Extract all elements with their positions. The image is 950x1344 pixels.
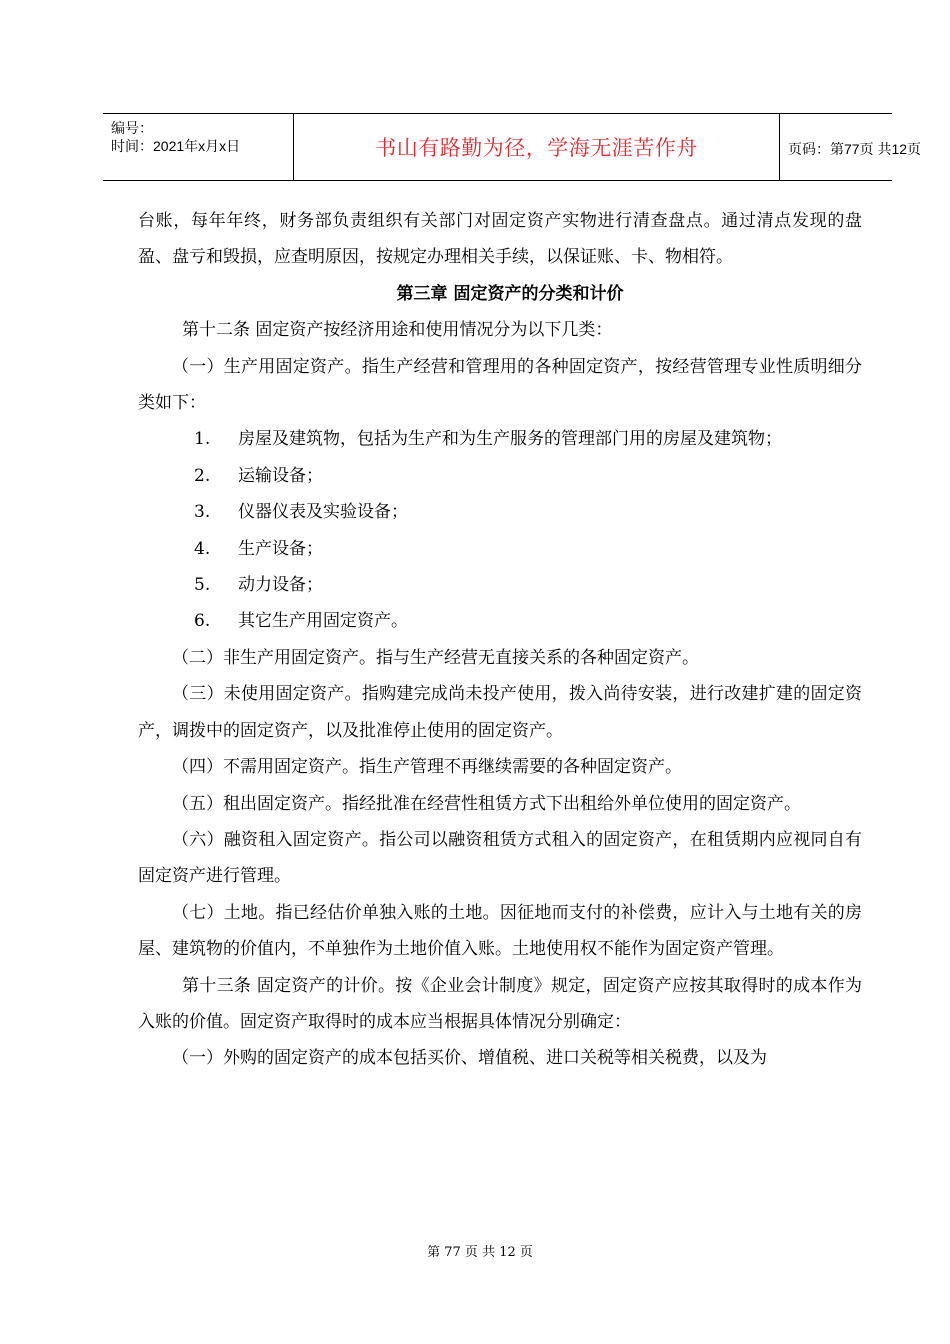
document-number-label: 编号： <box>111 120 153 136</box>
paragraph-continuation: 台账，每年年终，财务部负责组织有关部门对固定资产实物进行清查盘点。通过清点发现的盘盈、盘亏和毁损，应查明原因，按规定办理相关手续，以保证账、卡、物相符。 <box>138 211 862 268</box>
category-3: （三）未使用固定资产。指购建完成尚未投产使用，拨入尚待安装，进行改建扩建的固定资产，调拨中的固定资产，以及批准停止使用的固定资产。 <box>138 684 862 741</box>
list-item-number: 2. <box>194 465 211 486</box>
list-item-text: 生产设备； <box>238 538 323 559</box>
article-13: 第十三条 固定资产的计价。按《企业会计制度》规定，固定资产应按其取得时的成本作为入账的价值。固定资产取得时的成本应当根据具体情况分别确定： <box>138 975 862 1032</box>
list-item-text: 动力设备； <box>238 575 323 596</box>
category-4: （四）不需用固定资产。指生产管理不再继续需要的各种固定资产。 <box>172 757 682 778</box>
valuation-item-1: （一）外购的固定资产的成本包括买价、增值税、进口关税等相关税费，以及为 <box>172 1048 767 1069</box>
list-item <box>138 494 862 530</box>
category-6: （六）融资租入固定资产。指公司以融资租赁方式租入的固定资产，在租赁期内应视同自有固定资产进行管理。 <box>138 829 862 887</box>
page-footer: 第 77 页 共 12 页 <box>427 1245 533 1260</box>
category-7: （七）土地。指已经估价单独入账的土地。因征地而支付的补偿费，应计入与土地有关的房屋、建筑物的价值内，不单独作为土地价值入账。土地使用权不能作为固定资产管理。 <box>138 902 862 960</box>
category-2: （二）非生产用固定资产。指与生产经营无直接关系的各种固定资产。 <box>172 647 699 668</box>
list-item-text: 运输设备； <box>238 465 323 486</box>
document-time-label: 时间：2021年x月x日 <box>111 138 241 154</box>
header-motto: 书山有路勤为径，学海无涯苦作舟 <box>375 136 698 160</box>
list-item <box>138 421 862 457</box>
document-body <box>138 203 862 1077</box>
list-item <box>138 567 862 603</box>
header-left-cell <box>103 114 293 180</box>
document-header <box>103 113 922 181</box>
list-item-number: 1. <box>194 429 211 450</box>
article-12: 第十二条 固定资产按经济用途和使用情况分为以下几类： <box>182 320 613 341</box>
list-item-text: 房屋及建筑物，包括为生产和为生产服务的管理部门用的房屋及建筑物； <box>238 429 782 450</box>
list-item-number: 4. <box>194 538 211 559</box>
list-item-number: 5. <box>194 575 211 596</box>
header-middle-cell <box>293 114 780 180</box>
category-1: （一）生产用固定资产。指生产经营和管理用的各种固定资产，按经营管理专业性质明细分类如下： <box>138 356 862 414</box>
header-page-info: 页码：第77页 共12页 <box>788 141 922 157</box>
list-item-text: 其它生产用固定资产。 <box>238 611 408 632</box>
header-right-cell <box>780 114 922 180</box>
chapter-title: 第三章 固定资产的分类和计价 <box>396 283 624 304</box>
list-item <box>138 458 862 494</box>
list-item <box>138 603 862 639</box>
list-item-number: 3. <box>194 502 211 523</box>
list-item-text: 仪器仪表及实验设备； <box>238 502 408 523</box>
list-item-number: 6. <box>194 611 211 632</box>
category-5: （五）租出固定资产。指经批准在经营性租赁方式下出租给外单位使用的固定资产。 <box>172 793 801 814</box>
list-item <box>138 531 862 567</box>
